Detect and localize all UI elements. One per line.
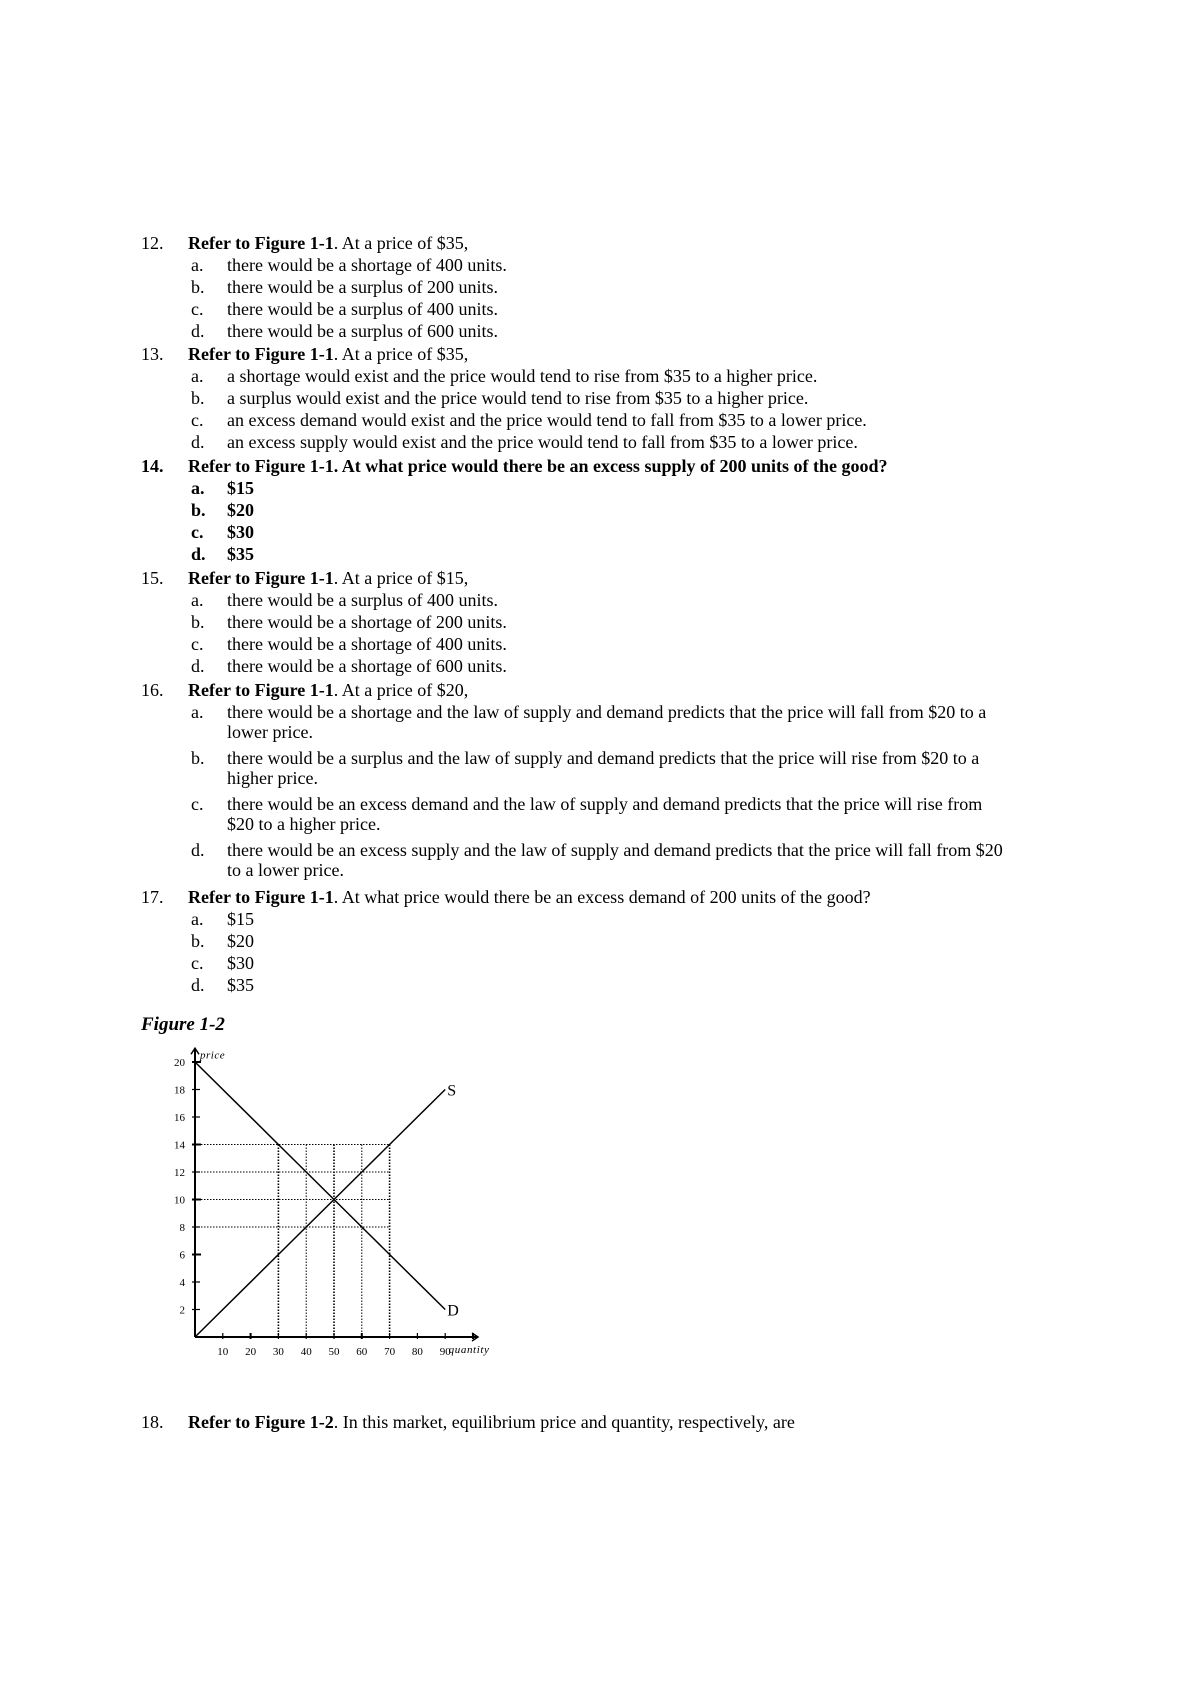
option-text: there would be an excess supply and the law of supply and demand predicts that the price will fall from $20 to a lower price. <box>227 840 1003 880</box>
option-letter: b. <box>191 748 205 768</box>
question-text: . At a price of $15, <box>333 568 469 588</box>
option-text: there would be an excess demand and the law of supply and demand predicts that the price will rise from $20 to a higher price. <box>227 794 983 834</box>
option-text: there would be a surplus of 600 units. <box>227 321 498 341</box>
question-stem <box>188 1412 795 1433</box>
figure-reference: Refer to Figure 1-1 <box>188 344 334 364</box>
x-tick-label: 10 <box>217 1346 229 1358</box>
option-text: there would be a surplus of 200 units. <box>227 277 498 297</box>
option-letter: d. <box>191 321 205 341</box>
y-tick-label: 20 <box>174 1057 185 1069</box>
option-letter: a. <box>191 366 204 386</box>
option-text: an excess demand would exist and the price would tend to fall from $35 to a lower price. <box>227 410 867 430</box>
x-tick-label: 30 <box>272 1346 284 1358</box>
x-tick-label: 50 <box>328 1346 340 1358</box>
option-text: there would be a shortage of 600 units. <box>227 656 507 676</box>
option-letter: a. <box>191 590 204 610</box>
question-text: . At what price would there be an excess demand of 200 units of the good? <box>333 887 871 907</box>
supply-curve <box>195 1090 445 1338</box>
option-text: there would be a surplus of 400 units. <box>227 299 498 319</box>
figure-reference: Refer to Figure 1-1 <box>188 568 334 588</box>
option-text: $15 <box>227 909 254 929</box>
question-text: . In this market, equilibrium price and quantity, respectively, are <box>333 1412 795 1432</box>
y-tick-label: 12 <box>174 1167 185 1179</box>
option-letter: d. <box>191 656 205 676</box>
question-number: 16. <box>141 680 164 700</box>
option-text: $30 <box>227 953 254 973</box>
option-letter: b. <box>191 500 206 520</box>
option-letter: a. <box>191 255 204 275</box>
option-text: $35 <box>227 544 254 564</box>
option-letter: b. <box>191 388 205 408</box>
option-text: there would be a shortage of 200 units. <box>227 612 507 632</box>
y-tick-label: 16 <box>174 1112 185 1124</box>
question-stem <box>188 568 468 589</box>
y-tick-label: 8 <box>179 1222 185 1234</box>
option-letter: b. <box>191 931 205 951</box>
option-text: a surplus would exist and the price would tend to rise from $35 to a higher price. <box>227 388 809 408</box>
question-text: . At a price of $35, <box>333 344 469 364</box>
question-stem <box>188 456 888 477</box>
x-axis-label: quantity <box>448 1344 490 1356</box>
option-text: a shortage would exist and the price would tend to rise from $35 to a higher price. <box>227 366 818 386</box>
y-axis-label: price <box>200 1049 226 1062</box>
x-tick-label: 90 <box>439 1346 451 1358</box>
y-tick-label: 10 <box>174 1194 185 1207</box>
option-text: $20 <box>227 931 254 951</box>
y-tick-label: 18 <box>174 1084 185 1097</box>
question-stem <box>188 680 468 701</box>
question-text: . At a price of $20, <box>333 680 469 700</box>
figure-reference: Refer to Figure 1-2 <box>188 1412 334 1432</box>
option-letter: b. <box>191 277 205 297</box>
demand-curve-label: D <box>447 1302 459 1320</box>
option-text: there would be a shortage of 400 units. <box>227 634 507 654</box>
option-letter: a. <box>191 478 205 498</box>
y-tick-label: 4 <box>179 1277 185 1289</box>
x-tick-label: 20 <box>245 1346 257 1358</box>
supply-demand-chart <box>150 1045 510 1365</box>
figure-reference: Refer to Figure 1-1 <box>188 233 334 253</box>
question-number: 15. <box>141 568 164 588</box>
option-letter: c. <box>191 953 204 973</box>
x-tick-label: 80 <box>411 1346 423 1358</box>
option-letter: d. <box>191 544 206 564</box>
supply-curve-label: S <box>447 1082 457 1100</box>
option-letter: b. <box>191 612 205 632</box>
figure-reference: Refer to Figure 1-1 <box>188 680 334 700</box>
option-letter: a. <box>191 702 204 722</box>
y-tick-label: 6 <box>179 1249 185 1262</box>
option-text: there would be a surplus of 400 units. <box>227 590 498 610</box>
question-stem <box>188 344 468 365</box>
x-tick-label: 60 <box>356 1346 368 1358</box>
question-number: 18. <box>141 1412 164 1432</box>
option-text: $20 <box>227 500 254 520</box>
option-letter: d. <box>191 840 205 860</box>
option-letter: c. <box>191 299 204 319</box>
question-number: 17. <box>141 887 164 907</box>
question-stem <box>188 887 871 908</box>
option-letter: c. <box>191 522 204 542</box>
x-tick-label: 70 <box>384 1346 396 1358</box>
option-text: $30 <box>227 522 254 542</box>
figure-reference: Refer to Figure 1-1 <box>188 887 334 907</box>
question-number: 13. <box>141 344 164 364</box>
question-text: At what price would there be an excess supply of 200 units of the good? <box>338 456 888 476</box>
option-letter: a. <box>191 909 204 929</box>
demand-curve <box>195 1062 445 1310</box>
question-text: . At a price of $35, <box>333 233 469 253</box>
figure-label: Figure 1-2 <box>141 1014 225 1035</box>
question-number: 12. <box>141 233 164 253</box>
question-stem <box>188 233 468 254</box>
option-text: $35 <box>227 975 254 995</box>
x-tick-label: 40 <box>300 1346 312 1358</box>
option-letter: c. <box>191 634 204 654</box>
option-text: an excess supply would exist and the price would tend to fall from $35 to a lower price. <box>227 432 858 452</box>
y-tick-label: 14 <box>174 1139 185 1152</box>
option-letter: c. <box>191 794 204 814</box>
question-number: 14. <box>141 456 164 476</box>
option-text: there would be a shortage of 400 units. <box>227 255 507 275</box>
option-text: $15 <box>227 478 254 498</box>
figure-reference: Refer to Figure 1-1. <box>188 456 339 476</box>
option-letter: d. <box>191 975 205 995</box>
option-text: there would be a surplus and the law of supply and demand predicts that the price will rise from $20 to a higher price. <box>227 748 980 788</box>
option-letter: d. <box>191 432 205 452</box>
y-tick-label: 2 <box>179 1304 185 1317</box>
option-letter: c. <box>191 410 204 430</box>
option-text: there would be a shortage and the law of supply and demand predicts that the price will fall from $20 to a lower price. <box>227 702 987 742</box>
